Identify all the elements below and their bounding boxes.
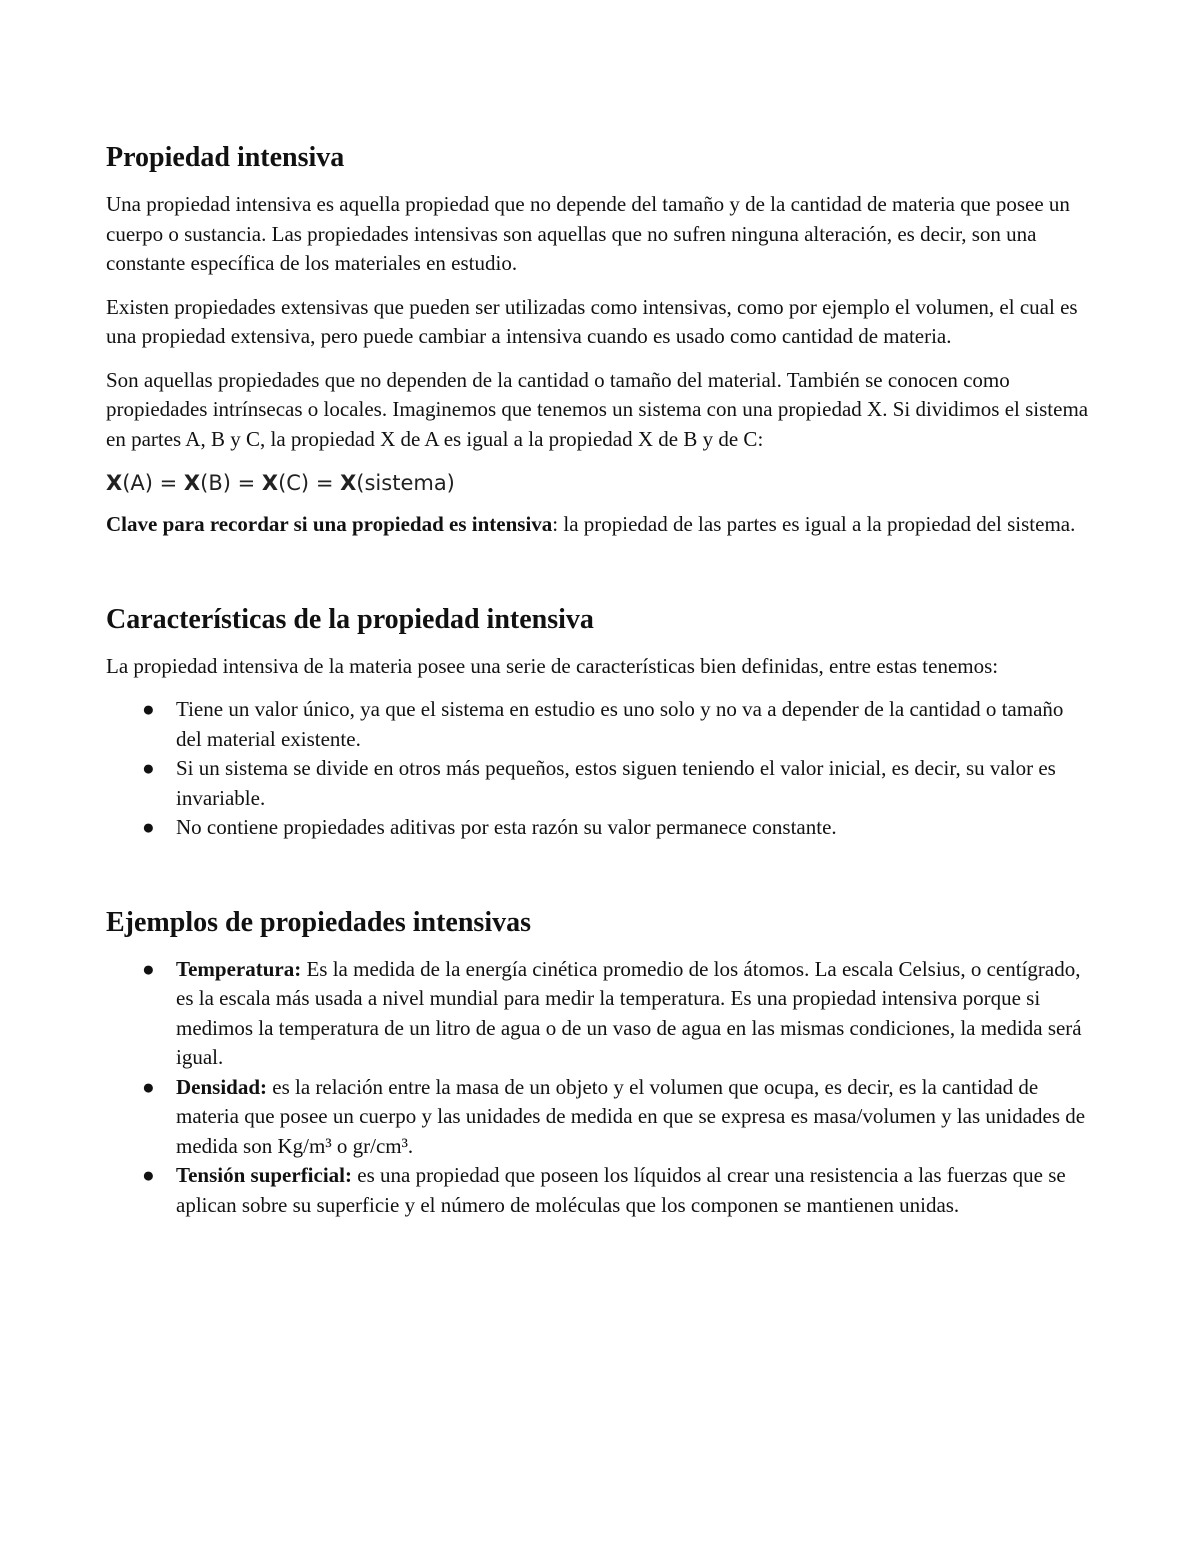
formula-arg: (C): [278, 471, 310, 495]
paragraph-characteristics-intro: La propiedad intensiva de la materia posee una serie de características bien definidas, entre estas tenemos:: [106, 653, 999, 678]
list-item-text: No contiene propiedades aditivas por esta razón su valor permanece constante.: [176, 815, 837, 839]
example-text: es una propiedad que poseen los líquidos al crear una resistencia a las fuerzas que se aplican sobre su superficie y el número de moléculas que los componen se mantienen unidas.: [176, 1163, 1066, 1217]
paragraph-definition: Una propiedad intensiva es aquella propiedad que no depende del tamaño y de la cantidad de materia que posee un cuerpo o sustancia. Las propiedades intensivas son aquellas que no sufren ninguna alteración, es decir, son una constante específica de los materiales en estudio.: [106, 192, 1070, 275]
bullet-icon: ●: [142, 956, 155, 981]
characteristics-list: [106, 695, 1091, 843]
paragraph-key: [106, 510, 1091, 540]
formula-equals: =: [230, 471, 262, 495]
list-item: [142, 695, 1091, 754]
formula-equals: =: [152, 471, 184, 495]
formula-symbol: X: [340, 471, 357, 495]
formula-arg: (A): [122, 471, 153, 495]
example-label: Temperatura:: [176, 956, 302, 981]
formula-symbol: X: [261, 471, 279, 495]
document-page: [106, 140, 1091, 1234]
key-label: Clave para recordar si una propiedad es intensiva: [106, 512, 553, 536]
example-text: Es la medida de la energía cinética promedio de los átomos. La escala Celsius, o centígrado, es la escala más usada a nivel mundial para medir la temperatura. Es una propiedad intensiva porque si medimos la temperatura de un litro de agua o de un vaso de agua en las mismas condiciones, la medida será igual.: [176, 956, 1082, 1069]
bullet-icon: ●: [142, 756, 155, 780]
formula-arg: (sistema): [356, 471, 455, 495]
list-item: [142, 754, 1091, 813]
section-title-propiedad-intensiva: Propiedad intensiva: [106, 142, 345, 173]
formula-arg: (B): [200, 471, 231, 495]
section-spacer: [106, 554, 1091, 602]
key-text: : la propiedad de las partes es igual a la propiedad del sistema.: [552, 512, 1076, 536]
examples-list: [106, 955, 1091, 1221]
example-label: Tensión superficial:: [176, 1163, 352, 1187]
list-item: [142, 955, 1091, 1073]
section-title-ejemplos: Ejemplos de propiedades intensivas: [106, 906, 531, 938]
list-item: [142, 1161, 1091, 1220]
bullet-icon: ●: [142, 1163, 155, 1187]
paragraph-extensive-note: Existen propiedades extensivas que pueden ser utilizadas como intensivas, como por ejemplo el volumen, el cual es una propiedad extensiva, pero puede cambiar a intensiva cuando es usado como cantidad de materia.: [106, 294, 1078, 348]
section-title-caracteristicas: Características de la propiedad intensiva: [106, 603, 594, 635]
list-item: [142, 813, 1091, 843]
bullet-icon: ●: [142, 697, 155, 721]
formula-equality: [106, 468, 1091, 498]
bullet-icon: ●: [142, 1074, 155, 1099]
list-item-text: Tiene un valor único, ya que el sistema en estudio es uno solo y no va a depender de la cantidad o tamaño del material existente.: [176, 697, 1064, 751]
example-label: Densidad:: [176, 1074, 268, 1099]
bullet-icon: ●: [142, 815, 155, 839]
section-spacer: [106, 857, 1091, 905]
list-item-text: Si un sistema se divide en otros más pequeños, estos siguen teniendo el valor inicial, es decir, su valor es invariable.: [176, 756, 1056, 810]
formula-symbol: X: [106, 471, 123, 495]
formula-equals: =: [309, 471, 341, 495]
list-item: [142, 1073, 1091, 1162]
formula-symbol: X: [183, 471, 201, 495]
example-text: es la relación entre la masa de un objeto y el volumen que ocupa, es decir, es la cantidad de materia que posee un cuerpo y las unidades de medida en que se expresa es masa/volumen y las unidades de medida son Kg/m³ o gr/cm³.: [176, 1074, 1086, 1158]
paragraph-intrinsic: Son aquellas propiedades que no dependen de la cantidad o tamaño del material. También se conocen como propiedades intrínsecas o locales. Imaginemos que tenemos un sistema con una propiedad X. Si dividimos el sistema en partes A, B y C, la propiedad X de A es igual a la propiedad X de B y de C:: [106, 367, 1089, 451]
